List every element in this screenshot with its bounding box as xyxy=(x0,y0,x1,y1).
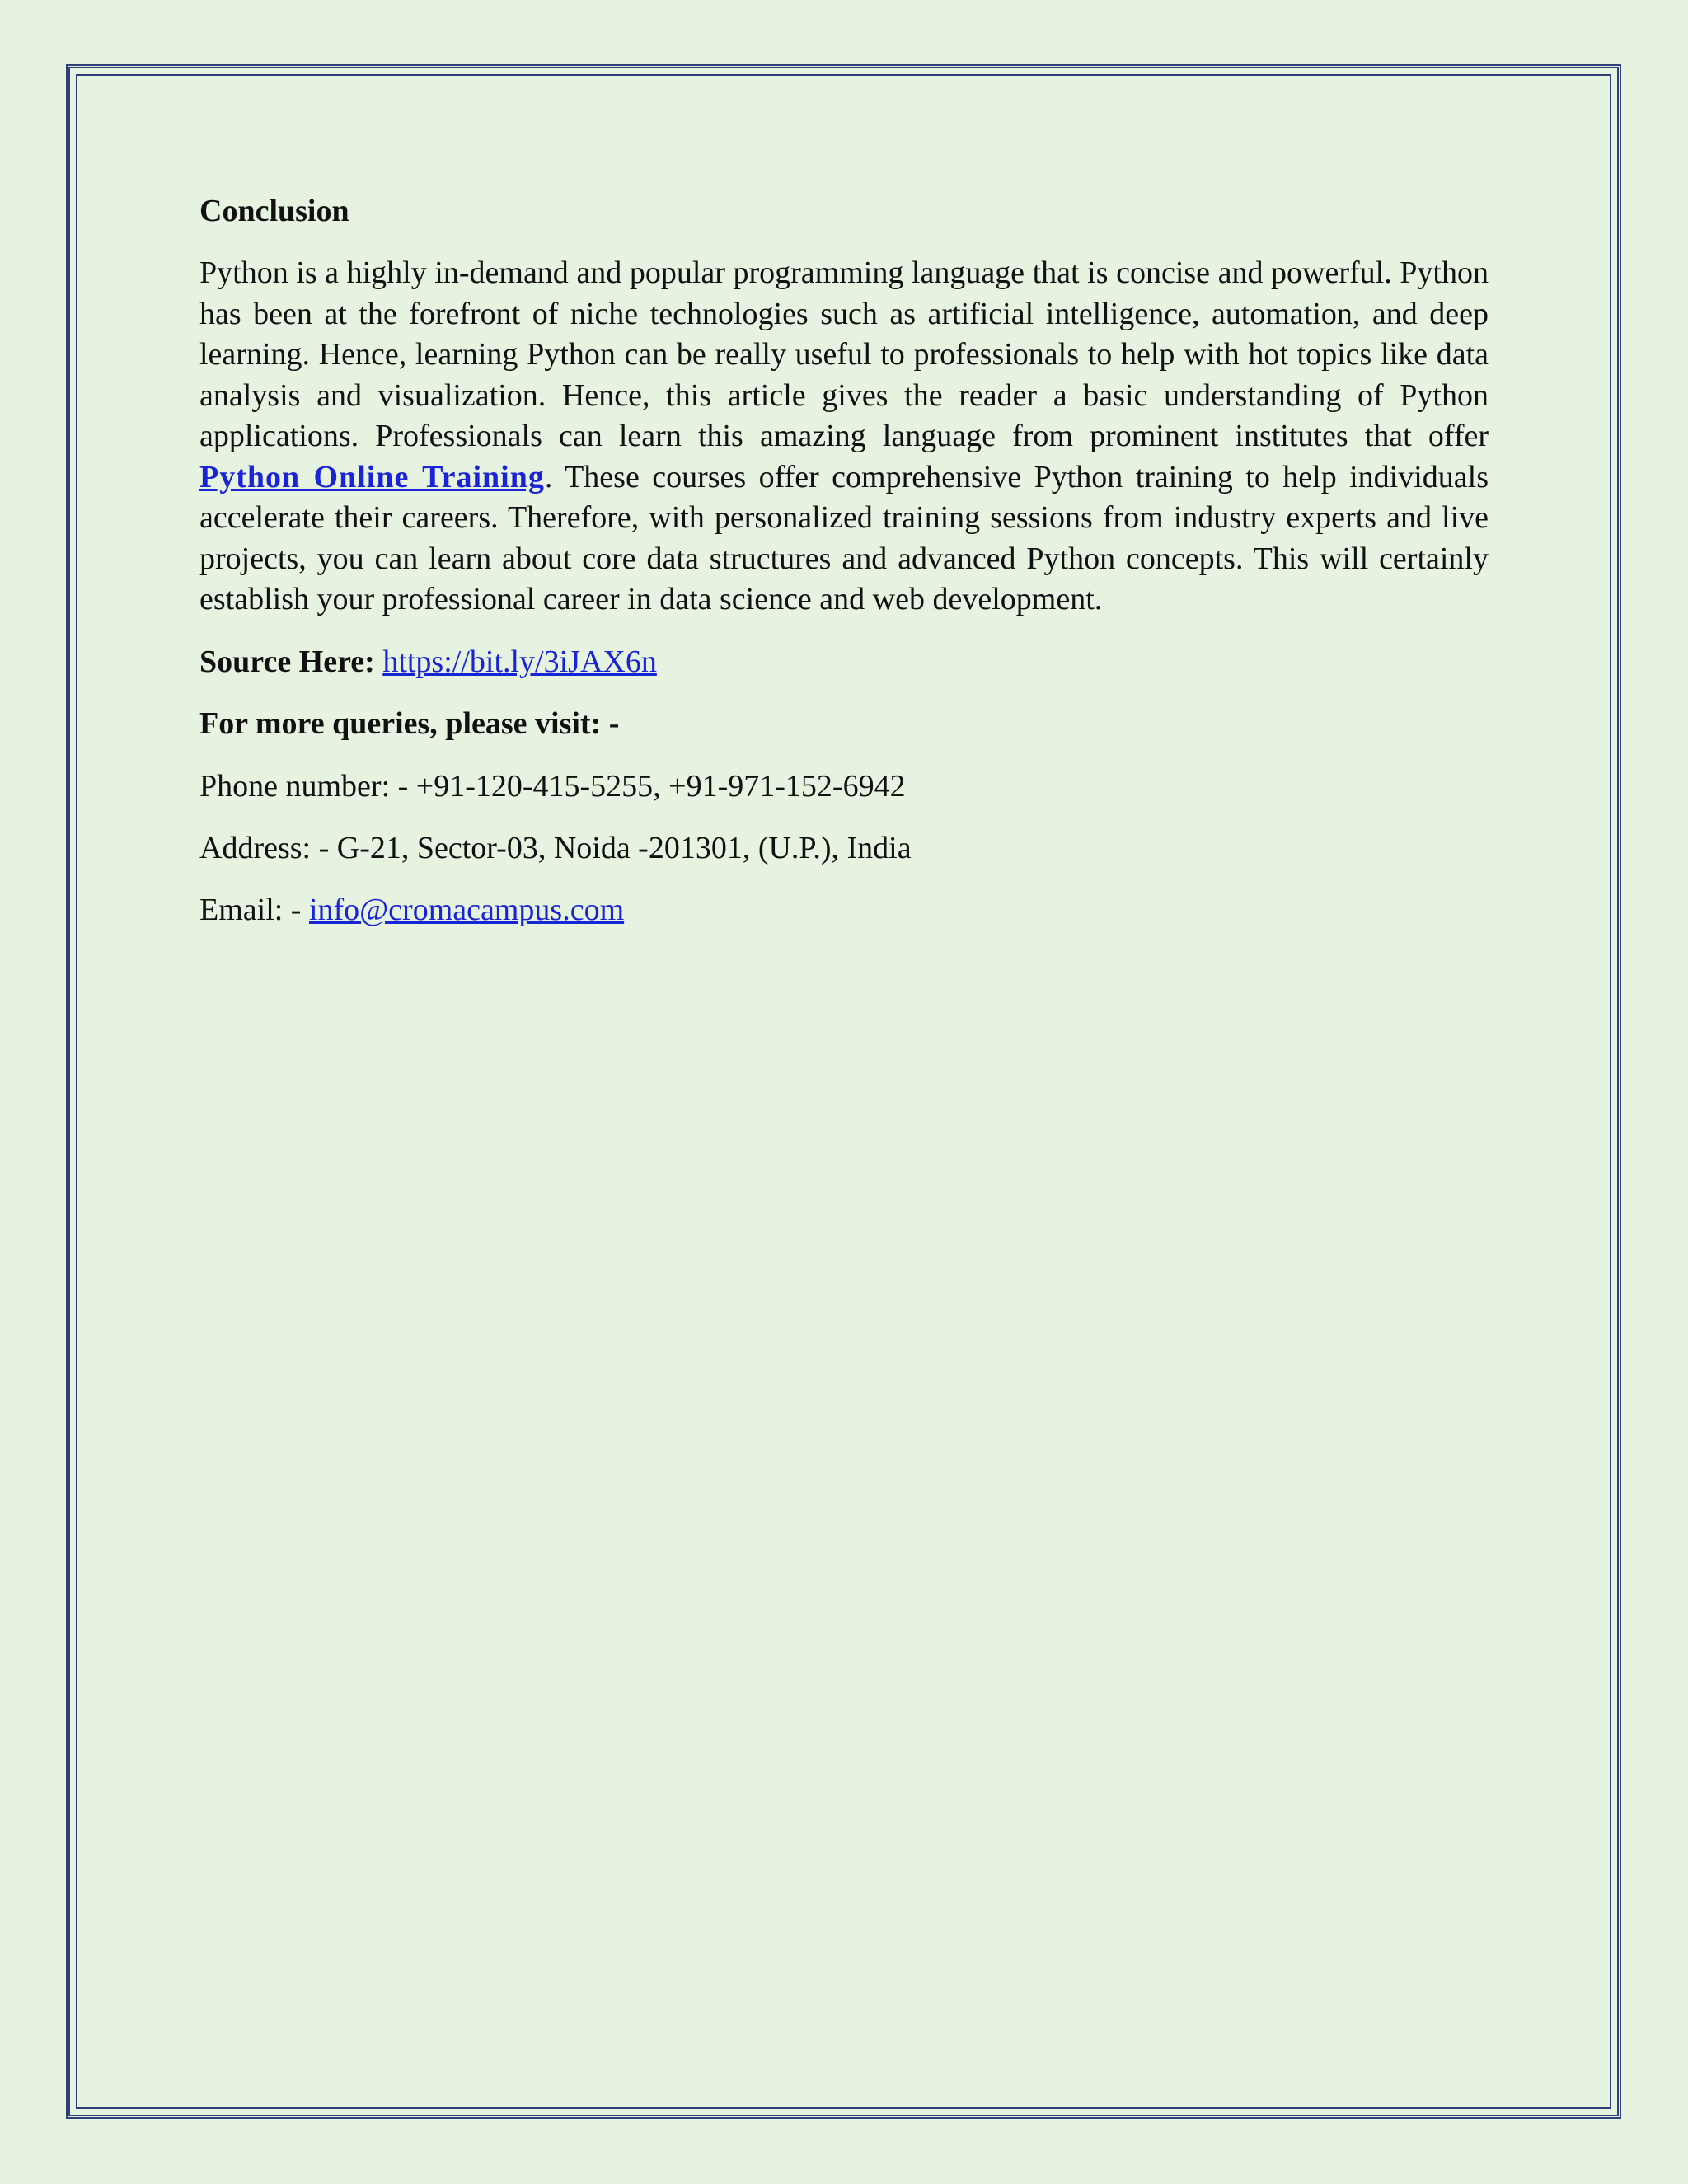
source-line xyxy=(199,642,1489,682)
source-label: Source Here: xyxy=(199,644,375,679)
address-line: Address: - G-21, Sector-03, Noida -201301, (U.P.), India xyxy=(199,831,912,866)
email-link[interactable]: info@cromacampus.com xyxy=(308,893,625,928)
paragraph-text-before-link: Python is a highly in-demand and popular programming language that is concise and powerful. Python has been at the forefront of niche technologies such as artificial intelligence, automation, and deep learning. Hence, learning Python can be really useful to professionals to help with hot topics like data analysis and visualization. Hence, this article gives the reader a basic understanding of Python applications. Professionals can learn this amazing language from prominent institutes that offer xyxy=(199,255,1489,454)
phone-line: Phone number: - +91-120-415-5255, +91-971-152-6942 xyxy=(199,768,906,804)
conclusion-heading: Conclusion xyxy=(199,194,349,228)
source-link[interactable]: https://bit.ly/3iJAX6n xyxy=(382,644,657,679)
email-line xyxy=(199,890,1489,930)
paragraph-text-after-link: . These courses offer comprehensive Python training to help individuals accelerate their careers. Therefore, with personalized training sessions from industry experts and live projects, you can learn about core data structures and advanced Python concepts. This will certainly establish your professional career in data science and web development. xyxy=(199,459,1489,617)
conclusion-paragraph xyxy=(199,253,1489,621)
document-body xyxy=(199,191,1489,953)
queries-heading: For more queries, please visit: - xyxy=(199,706,620,742)
python-online-training-link[interactable]: Python Online Training xyxy=(199,459,545,494)
email-label: Email: - xyxy=(199,893,309,928)
